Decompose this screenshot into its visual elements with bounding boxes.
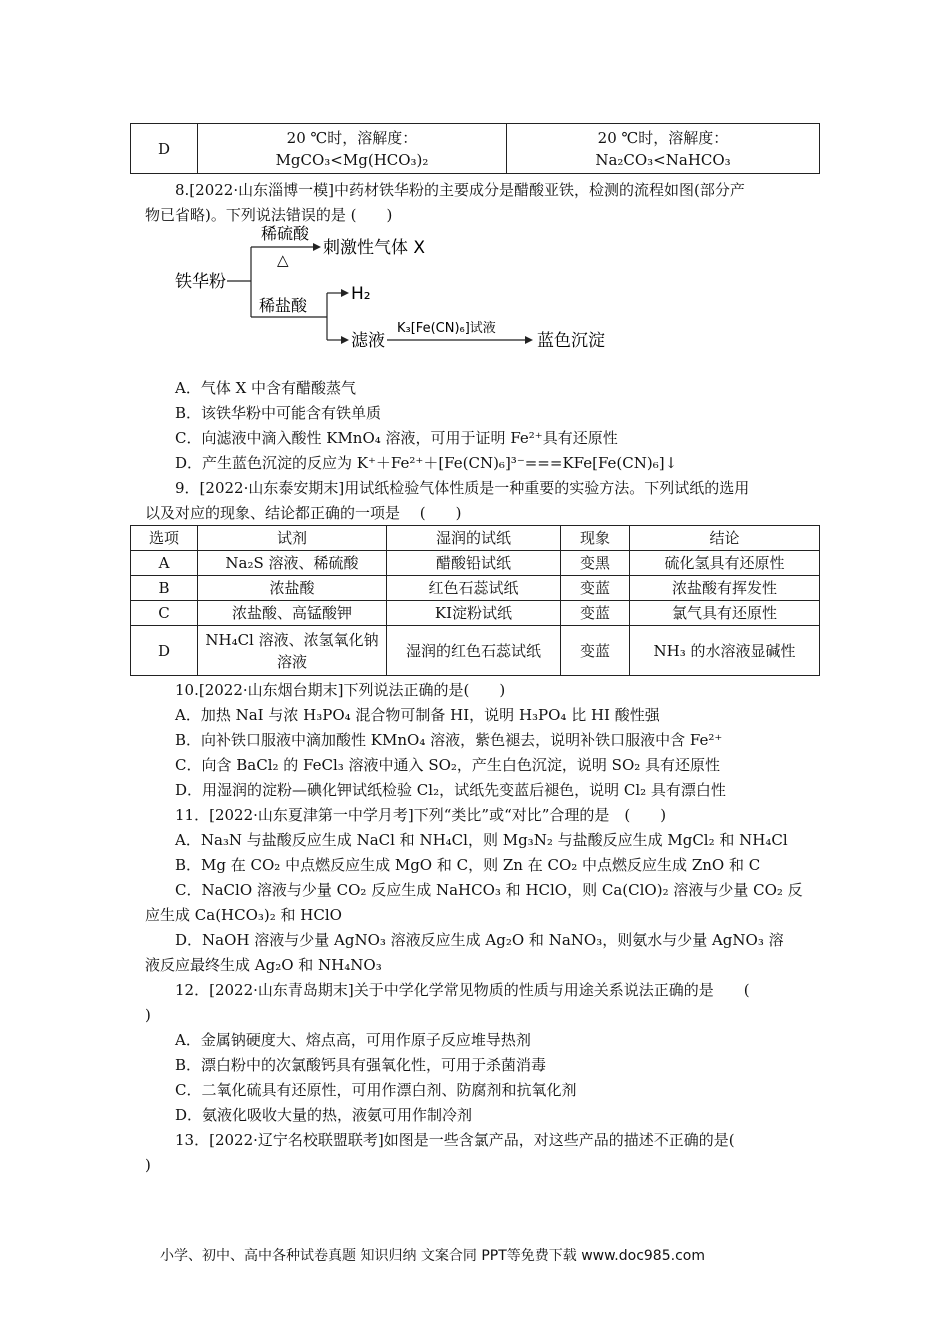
top-table-right-cell [507,124,820,174]
top-table [130,123,820,174]
flow-reagent-2: 稀盐酸 [259,296,308,315]
flow-filtrate: 滤液 [351,331,385,351]
table-row [131,576,820,601]
q12-option-d: D．氨液化吸收大量的热，液氨可用作制冷剂 [175,1106,473,1124]
q8-stem-line1: 8.[2022·山东淄博一模]中药材铁华粉的主要成分是醋酸亚铁，检测的流程如图(部分产 [175,181,745,199]
q12-stem-line1: 12．[2022·山东青岛期末]关于中学化学常见物质的性质与用途关系说法正确的是 ( [175,981,750,999]
table-row [131,601,820,626]
q11-option-c-line2: 应生成 Ca(HCO₃)₂ 和 HClO [145,906,342,924]
q13-stem-line2: ) [145,1156,151,1174]
q8-option-d: D．产生蓝色沉淀的反应为 K⁺＋Fe²⁺＋[Fe(CN)₆]³⁻===KFe[Fe(CN)₆]↓ [175,454,678,472]
q11-option-c-line1: C．NaClO 溶液与少量 CO₂ 反应生成 NaHCO₃ 和 HClO，则 Ca(ClO)₂ 溶液与少量 CO₂ 反 [175,881,803,899]
table-header-row [131,526,820,551]
arrowhead [341,289,349,297]
table-header: 试剂 [198,526,387,551]
q10-option-a: A．加热 NaI 与浓 H₃PO₄ 混合物可制备 HI，说明 H₃PO₄ 比 HI 酸性强 [175,706,660,724]
q10-option-c: C．向含 BaCl₂ 的 FeCl₃ 溶液中通入 SO₂，产生白色沉淀，说明 SO₂ 具有还原性 [175,756,721,774]
table-cell: 浓盐酸、高锰酸钾 [198,601,387,626]
arrowhead [525,336,533,344]
table-cell: 浓盐酸 [198,576,387,601]
q11-stem: 11．[2022·山东夏津第一中学月考]下列“类比”或“对比”合理的是 ( ) [175,806,667,824]
table-cell: 变蓝 [561,576,630,601]
q8-option-c: C．向滤液中滴入酸性 KMnO₄ 溶液，可用于证明 Fe²⁺具有还原性 [175,429,618,447]
flow-product-1: 刺激性气体 X [323,238,426,258]
q11-option-b: B．Mg 在 CO₂ 中点燃反应生成 MgO 和 C，则 Zn 在 CO₂ 中点燃反应生成 ZnO 和 C [175,856,761,874]
q8-flow-diagram [175,225,645,360]
flow-product-2: H₂ [351,284,371,304]
q11-option-d-line1: D．NaOH 溶液与少量 AgNO₃ 溶液反应生成 Ag₂O 和 NaNO₃，则氨水与少量 AgNO₃ 溶 [175,931,784,949]
arrowhead [313,243,321,251]
table-cell: C [131,601,198,626]
table-cell: 醋酸铅试纸 [387,551,561,576]
table-cell: 红色石蕊试纸 [387,576,561,601]
table-cell: 浓盐酸有挥发性 [630,576,820,601]
table-cell: B [131,576,198,601]
q9-stem-line2: 以及对应的现象、结论都正确的一项是 ( ) [145,504,462,522]
table-row [131,626,820,676]
table-header: 选项 [131,526,198,551]
table-cell: 氯气具有还原性 [630,601,820,626]
q9-table [130,525,820,676]
table-header: 湿润的试纸 [387,526,561,551]
cell-line: Na₂CO₃<NaHCO₃ [595,150,731,169]
flow-reagent-3: K₃[Fe(CN)₆]试液 [397,321,496,336]
q9-stem-line1: 9．[2022·山东泰安期末]用试纸检验气体性质是一种重要的实验方法。下列试纸的选用 [175,479,750,497]
table-cell: A [131,551,198,576]
q8-option-b: B．该铁华粉中可能含有铁单质 [175,404,382,422]
flow-product-3: 蓝色沉淀 [537,331,605,351]
q11-option-d-line2: 液反应最终生成 Ag₂O 和 NH₄NO₃ [145,956,382,974]
q10-option-b: B．向补铁口服液中滴加酸性 KMnO₄ 溶液，紫色褪去，说明补铁口服液中含 Fe²⁺ [175,731,723,749]
cell-line: MgCO₃<Mg(HCO₃)₂ [275,150,429,169]
q11-option-a: A．Na₃N 与盐酸反应生成 NaCl 和 NH₄Cl，则 Mg₃N₂ 与盐酸反应生成 MgCl₂ 和 NH₄Cl [175,831,788,849]
table-row [131,551,820,576]
q12-option-c: C．二氧化硫具有还原性，可用作漂白剂、防腐剂和抗氧化剂 [175,1081,577,1099]
arrowhead [341,336,349,344]
page-footer: 小学、初中、高中各种试卷真题 知识归纳 文案合同 PPT等免费下载 www.doc985.com [160,1248,705,1264]
table-cell: 硫化氢具有还原性 [630,551,820,576]
table-cell: 变蓝 [561,601,630,626]
table-header: 现象 [561,526,630,551]
table-cell: 变蓝 [561,626,630,676]
table-cell: D [131,626,198,676]
table-cell: Na₂S 溶液、稀硫酸 [198,551,387,576]
table-cell: NH₃ 的水溶液显碱性 [630,626,820,676]
q12-option-b: B．漂白粉中的次氯酸钙具有强氧化性，可用于杀菌消毒 [175,1056,547,1074]
q12-option-a: A．金属钠硬度大、熔点高，可用作原子反应堆导热剂 [175,1031,531,1049]
q10-option-d: D．用湿润的淀粉—碘化钾试纸检验 Cl₂，试纸先变蓝后褪色，说明 Cl₂ 具有漂白性 [175,781,726,799]
top-table-left-cell [198,124,507,174]
table-cell: NH₄Cl 溶液、浓氢氧化钠溶液 [198,626,387,676]
table-cell: KI淀粉试纸 [387,601,561,626]
cell-line: 20 ℃时，溶解度： [286,128,418,147]
q10-stem: 10.[2022·山东烟台期末]下列说法正确的是( ) [175,681,506,699]
flow-start: 铁华粉 [175,272,226,292]
q13-stem-line1: 13．[2022·辽宁名校联盟联考]如图是一些含氯产品，对这些产品的描述不正确的是( [175,1131,735,1149]
table-cell: 变黑 [561,551,630,576]
flow-reagent-1: 稀硫酸 [261,225,310,243]
cell-line: 20 ℃时，溶解度： [597,128,729,147]
q8-option-a: A．气体 X 中含有醋酸蒸气 [175,379,357,397]
q12-stem-line2: ) [145,1006,151,1024]
top-table-row-label: D [131,124,198,174]
flow-heat: △ [277,251,289,269]
table-cell: 湿润的红色石蕊试纸 [387,626,561,676]
table-header: 结论 [630,526,820,551]
q8-stem-line2: 物已省略)。下列说法错误的是 ( ) [145,206,393,224]
